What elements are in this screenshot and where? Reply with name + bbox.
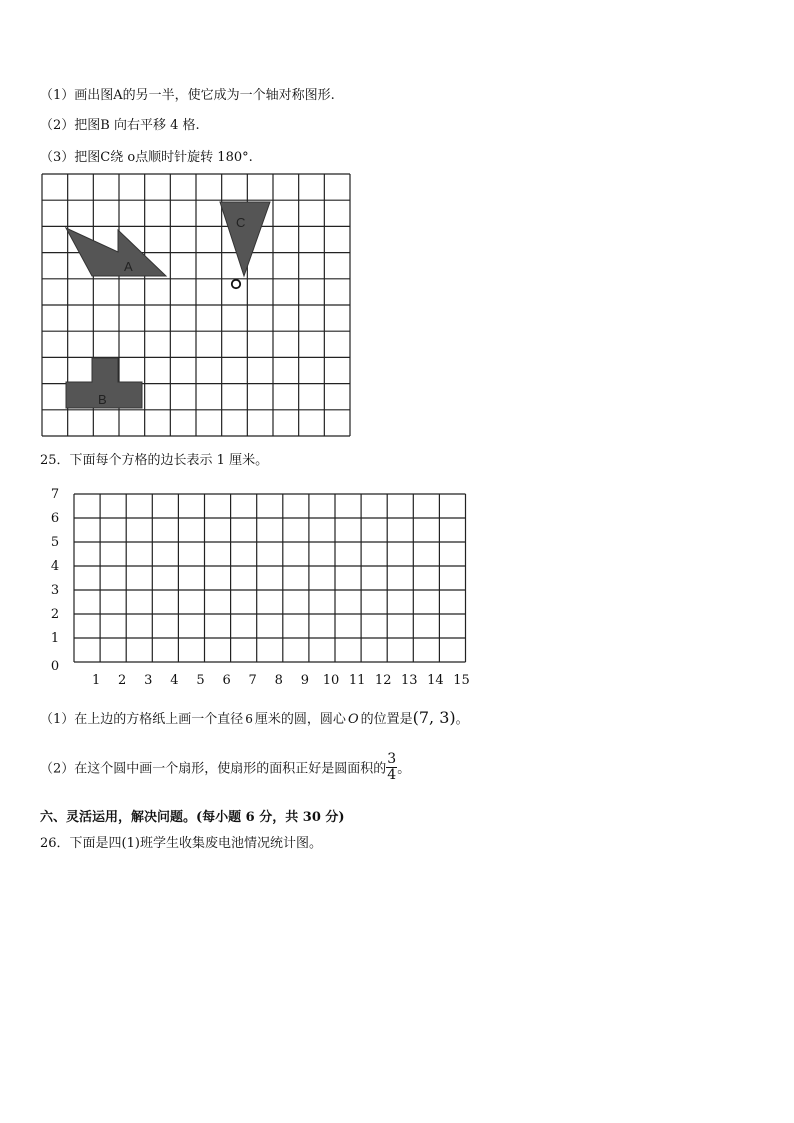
- q25-sub1-diameter: 6: [245, 712, 253, 726]
- y-axis-label: 0: [50, 659, 60, 674]
- q25-sub1-end: 。: [455, 712, 469, 727]
- x-axis-label: 6: [222, 673, 231, 688]
- x-axis-label: 8: [274, 673, 283, 688]
- x-axis-label: 7: [248, 673, 257, 688]
- x-axis-label: 11: [348, 673, 366, 688]
- q25-sub1-var: O: [347, 712, 359, 727]
- q26-title: 26．下面是四(1)班学生收集废电池情况统计图。: [40, 836, 322, 851]
- q25-sub1-text-a: （1）在上边的方格纸上画一个直径: [40, 712, 244, 727]
- q24-instruction-1: （1）画出图A的另一半，使它成为一个轴对称图形.: [40, 88, 335, 103]
- y-axis-label: 2: [50, 607, 60, 622]
- y-axis-label: 7: [50, 487, 60, 502]
- x-axis-label: 15: [453, 673, 470, 688]
- x-axis-labels: [92, 673, 470, 688]
- y-axis-label: 6: [50, 511, 60, 526]
- section-6-heading: 六、灵活运用，解决问题。(每小题 6 分，共 30 分): [40, 810, 345, 825]
- y-axis-label: 5: [50, 535, 60, 550]
- grid-lines: [74, 494, 466, 662]
- q25-sub1-coord: (7, 3): [412, 708, 456, 727]
- x-axis-label: 12: [374, 673, 392, 688]
- fraction-numerator: 3: [387, 751, 397, 767]
- x-axis-label: 14: [427, 673, 444, 688]
- q25-sub1-text-c: 的位置是: [360, 712, 413, 727]
- shape-c-label: C: [236, 215, 246, 230]
- shape-c: [220, 202, 270, 276]
- q24-instruction-3: （3）把图C绕 o点顺时针旋转 180°.: [40, 150, 253, 165]
- y-axis-label: 3: [50, 583, 60, 598]
- x-axis-label: 5: [196, 673, 205, 688]
- x-axis-label: 2: [118, 673, 127, 688]
- x-axis-label: 9: [300, 673, 310, 688]
- y-axis-label: 4: [50, 559, 60, 574]
- shape-a-label: A: [124, 259, 133, 274]
- fraction-denominator: 4: [387, 766, 397, 783]
- q25-sub1-text-b: 厘米的圆，圆心: [254, 712, 346, 727]
- shape-b-label: B: [98, 392, 107, 407]
- q25-sub1: [40, 708, 469, 727]
- coordinate-grid: [40, 482, 480, 687]
- q25-fraction: [386, 752, 397, 782]
- x-axis-label: 1: [91, 673, 101, 688]
- q25-title: 25．下面每个方格的边长表示 1 厘米。: [40, 453, 269, 468]
- x-axis-label: 10: [322, 673, 340, 688]
- q25-sub2-end: 。: [397, 761, 411, 777]
- y-axis-labels: [51, 487, 59, 674]
- x-axis-label: 3: [144, 673, 153, 688]
- q25-sub2-text: （2）在这个圆中画一个扇形，使扇形的面积正好是圆面积的: [40, 761, 387, 777]
- y-axis-label: 1: [50, 631, 60, 646]
- transformation-grid: [40, 172, 356, 442]
- x-axis-label: 4: [170, 673, 179, 688]
- x-axis-label: 13: [401, 673, 418, 688]
- point-o-marker: [232, 280, 240, 288]
- q24-instruction-2: （2）把图B 向右平移 4 格.: [40, 118, 200, 133]
- q25-sub2: [40, 752, 410, 782]
